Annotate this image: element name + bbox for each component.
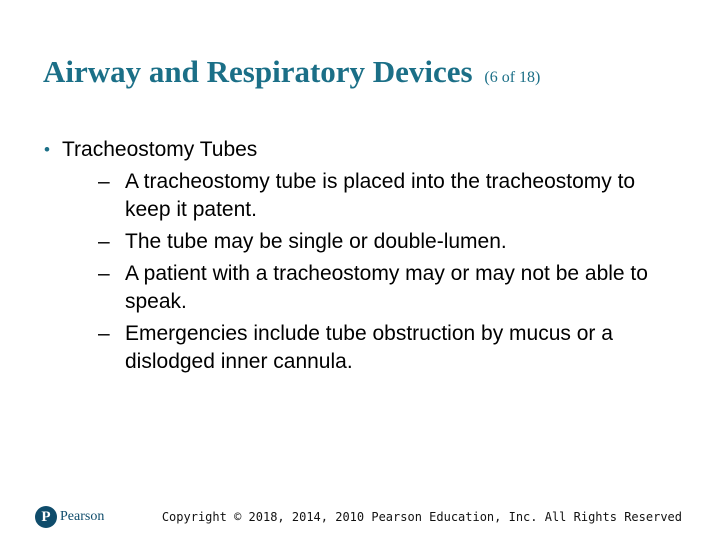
- sub-bullet-text: A patient with a tracheostomy may or may not be able to speak.: [125, 262, 648, 313]
- bullet-marker: •: [44, 140, 50, 159]
- sub-bullet-marker: –: [98, 230, 110, 253]
- bullet-text: Tracheostomy Tubes: [62, 138, 258, 161]
- slide-title: [43, 54, 540, 90]
- sub-bullet-item: [98, 260, 684, 316]
- sub-bullet-text: Emergencies include tube obstruction by mucus or a dislodged inner cannula.: [125, 322, 613, 373]
- sub-bullet-item: [98, 228, 684, 256]
- pearson-logo-icon: P: [35, 506, 57, 528]
- sub-bullet-marker: –: [98, 322, 110, 345]
- pearson-logo: [35, 506, 104, 528]
- sub-bullet-list: [98, 168, 684, 376]
- bullet-item: [44, 136, 684, 164]
- sub-bullet-text: A tracheostomy tube is placed into the tracheostomy to keep it patent.: [125, 170, 636, 221]
- copyright-notice: Copyright © 2018, 2014, 2010 Pearson Education, Inc. All Rights Reserved: [161, 510, 682, 524]
- slide-content: [44, 136, 684, 380]
- slide-counter: (6 of 18): [484, 69, 541, 86]
- pearson-logo-text: Pearson: [60, 509, 105, 524]
- sub-bullet-marker: –: [98, 170, 110, 193]
- sub-bullet-item: [98, 320, 684, 376]
- title-text: Airway and Respiratory Devices: [43, 54, 473, 89]
- sub-bullet-text: The tube may be single or double-lumen.: [125, 230, 507, 253]
- sub-bullet-item: [98, 168, 684, 224]
- sub-bullet-marker: –: [98, 262, 110, 285]
